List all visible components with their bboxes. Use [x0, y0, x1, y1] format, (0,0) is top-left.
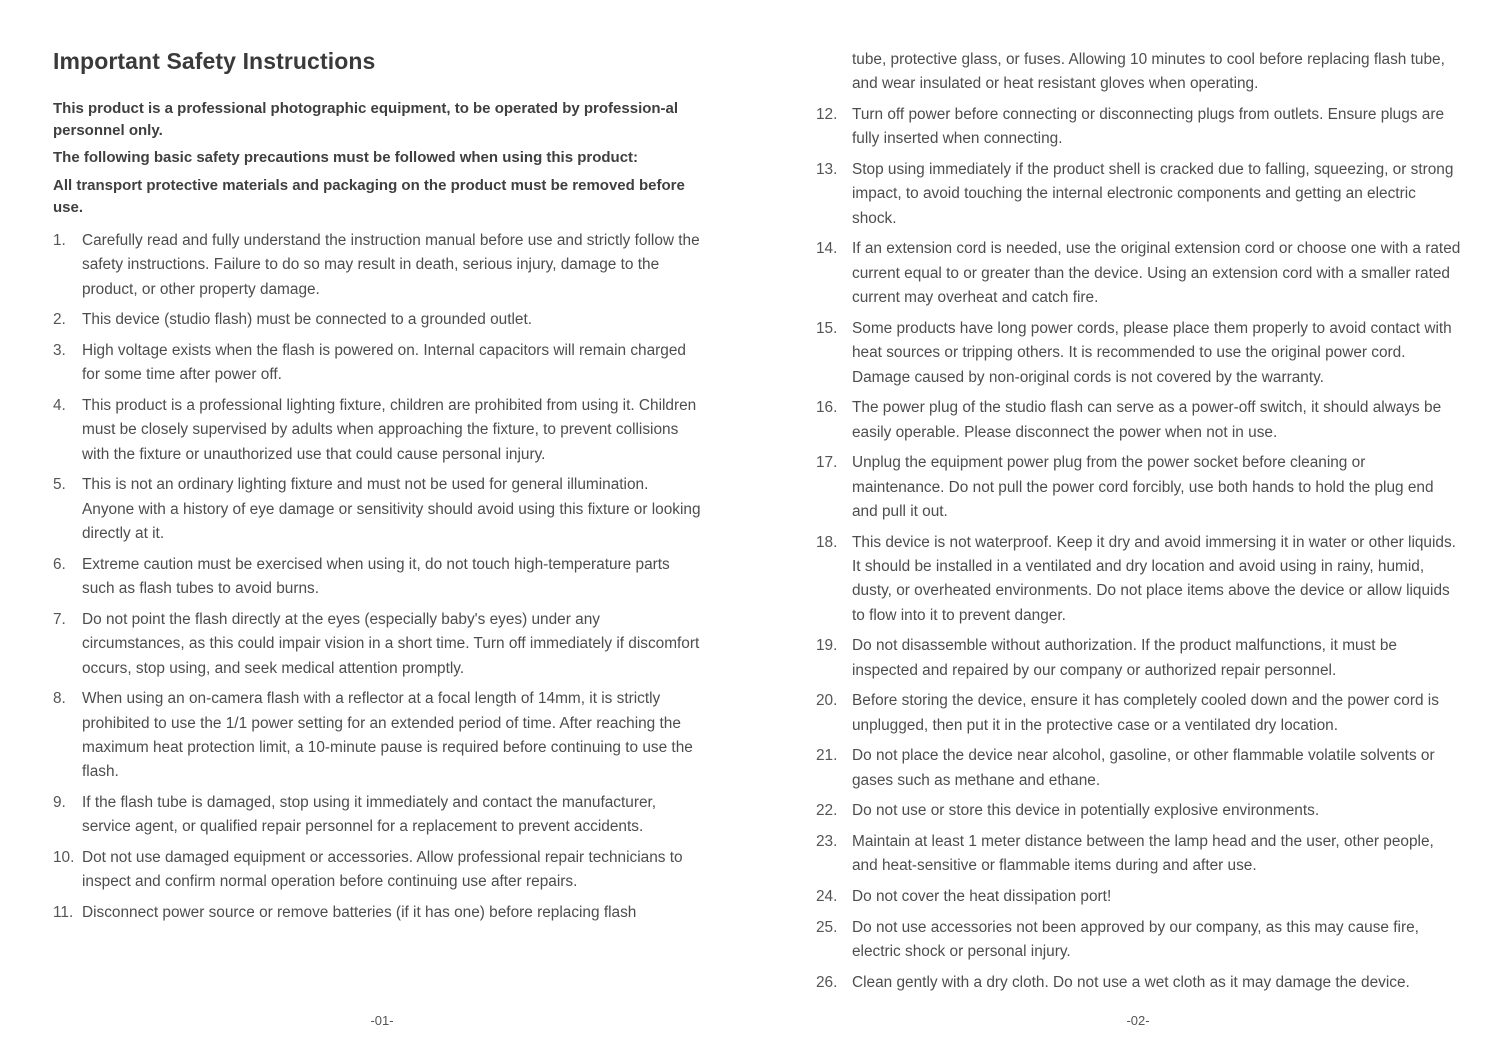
item-text: Turn off power before connecting or disconnecting plugs from outlets. Ensure plugs are fully inserted when connecting.	[852, 106, 1445, 148]
item-text: High voltage exists when the flash is powered on. Internal capacitors will remain charged for some time after power off.	[82, 342, 686, 384]
list-item	[816, 744, 1461, 793]
list-item	[53, 229, 703, 302]
item-text: Unplug the equipment power plug from the power socket before cleaning or maintenance. Do not pull the power cord forcibly, use both hands to hold the plug end and pull it out.	[852, 454, 1434, 521]
item-text: Some products have long power cords, please place them properly to avoid contact with heat sources or tripping others. It is recommended to use the original power cord. Damage caused by non-original cords is not covered by the warranty.	[852, 319, 1452, 386]
list-item	[53, 308, 703, 332]
list-item	[53, 473, 703, 546]
list-item	[816, 451, 1461, 524]
item-number: 13.	[816, 161, 838, 178]
page-number: -01-	[370, 1013, 394, 1028]
list-item	[53, 791, 703, 840]
item-number: 6.	[53, 555, 66, 573]
item-number: 20.	[816, 692, 838, 710]
item-text: This device (studio flash) must be connected to a grounded outlet.	[82, 311, 533, 329]
item-number: 25.	[816, 918, 838, 936]
item-text: If the flash tube is damaged, stop using it immediately and contact the manufacturer, service agent, or qualified repair personnel for a replacement to prevent accidents.	[82, 794, 657, 836]
list-item	[816, 830, 1461, 879]
item-number: 24.	[816, 888, 838, 906]
item-text: When using an on-camera flash with a reflector at a focal length of 14mm, it is strictly prohibited to use the 1/1 power setting for an extended period of time. After reaching the maximum heat protection limit, a 10-minute pause is required before continuing to use the flash.	[82, 690, 693, 781]
item-number: 9.	[53, 794, 66, 812]
item-text: If an extension cord is needed, use the original extension cord or choose one with a rated current equal to or greater than the device. Using an extension cord with a smaller rated current may overheat and catch fire.	[852, 240, 1461, 307]
list-item	[53, 901, 703, 925]
right-page	[756, 0, 1512, 1058]
item-text: Do not point the flash directly at the eyes (especially baby's eyes) under any circumstances, as this could impair vision in a short time. Turn off immediately if discomfort occurs, stop using, and seek medical attention promptly.	[82, 610, 700, 677]
item-text: Do not disassemble without authorization. If the product malfunctions, it must be inspected and repaired by our company or authorized repair personnel.	[852, 637, 1397, 679]
list-item	[53, 846, 703, 895]
list-item	[816, 158, 1461, 231]
item-text: Clean gently with a dry cloth. Do not use a wet cloth as it may damage the device.	[852, 973, 1410, 991]
list-item	[53, 608, 703, 681]
list-item	[816, 916, 1461, 965]
item-number: 2.	[53, 311, 66, 329]
item-text: Stop using immediately if the product shell is cracked due to falling, squeezing, or strong impact, to avoid touching the internal electronic components and getting an electric shock.	[852, 161, 1454, 227]
item-number: 15.	[816, 319, 838, 337]
page-title: Important Safety Instructions	[53, 48, 376, 74]
item-text: Dot not use damaged equipment or accessories. Allow professional repair technicians to inspect and confirm normal operation before continuing use after repairs.	[82, 849, 683, 891]
item-text: Extreme caution must be exercised when using it, do not touch high-temperature parts such as flash tubes to avoid burns.	[82, 555, 670, 598]
item-text: The power plug of the studio flash can serve as a power-off switch, it should always be easily operable. Please disconnect the power when not in use.	[852, 399, 1442, 441]
list-item	[816, 531, 1461, 629]
item-number: 19.	[816, 637, 838, 655]
list-item	[53, 339, 703, 388]
item-text: Carefully read and fully understand the instruction manual before use and strictly follow the safety instructions. Failure to do so may result in death, serious injury, damage to the product, or other property damage.	[82, 232, 700, 298]
item-text: Before storing the device, ensure it has completely cooled down and the power cord is unplugged, then put it in the protective case or a ventilated dry location.	[852, 692, 1439, 734]
item-number: 23.	[816, 833, 838, 851]
packaging-note: All transport protective materials and packaging on the product must be removed before use.	[53, 177, 685, 216]
list-item	[53, 687, 703, 785]
precautions-heading: The following basic safety precautions must be followed when using this product:	[53, 149, 639, 166]
item-text: Do not place the device near alcohol, gasoline, or other flammable volatile solvents or gases such as methane and ethane.	[852, 747, 1435, 789]
item-number: 1.	[53, 232, 66, 249]
item-text: Maintain at least 1 meter distance between the lamp head and the user, other people, and heat-sensitive or flammable items during and after use.	[852, 833, 1434, 875]
item-number: 10.	[53, 849, 75, 867]
item-number: 26.	[816, 973, 838, 991]
list-item	[816, 634, 1461, 683]
item-11-continuation: tube, protective glass, or fuses. Allowing 10 minutes to cool before replacing flash tube, and wear insulated or heat resistant gloves when operating.	[852, 51, 1445, 93]
list-item	[816, 396, 1461, 445]
list-item	[816, 317, 1461, 390]
intro-text: This product is a professional photographic equipment, to be operated by profession-al personnel only.	[53, 100, 679, 139]
item-number: 21.	[816, 747, 838, 765]
list-item	[816, 971, 1461, 995]
item-number: 4.	[53, 397, 66, 414]
item-text: This product is a professional lighting fixture, children are prohibited from using it. Children must be closely supervised by adults when approaching the fixture, to prevent collisions with the fixture or unauthorized use that could cause personal injury.	[82, 397, 697, 463]
safety-list-left	[53, 229, 703, 932]
page-number: -02-	[1126, 1013, 1150, 1028]
list-item	[816, 689, 1461, 738]
list-item	[816, 237, 1461, 310]
item-number: 5.	[53, 476, 66, 494]
list-item	[816, 799, 1461, 823]
list-item	[816, 885, 1461, 909]
item-number: 12.	[816, 106, 838, 123]
safety-list-right	[816, 103, 1461, 1001]
item-number: 18.	[816, 533, 838, 551]
item-number: 8.	[53, 690, 66, 708]
item-number: 17.	[816, 454, 838, 472]
list-item	[816, 103, 1461, 152]
item-text: Do not use accessories not been approved by our company, as this may cause fire, electric shock or personal injury.	[852, 918, 1419, 961]
item-number: 22.	[816, 802, 838, 820]
item-text: Disconnect power source or remove batteries (if it has one) before replacing flash	[82, 904, 637, 922]
item-number: 3.	[53, 342, 66, 359]
item-text: This device is not waterproof. Keep it dry and avoid immersing it in water or other liquids. It should be installed in a ventilated and dry location and avoid using in rainy, humid, dusty, or overheated environments. Do not place items above the device or allow liquids to flow into it to prevent danger.	[852, 533, 1456, 624]
item-text: This is not an ordinary lighting fixture and must not be used for general illumination. Anyone with a history of eye damage or sensitivity should avoid using this fixture or looking directly at it.	[82, 476, 701, 543]
item-number: 16.	[816, 399, 838, 417]
item-number: 7.	[53, 610, 66, 628]
list-item	[53, 394, 703, 467]
item-number: 14.	[816, 240, 838, 258]
list-item	[53, 553, 703, 602]
item-text: Do not use or store this device in potentially explosive environments.	[852, 802, 1320, 820]
item-number: 11.	[53, 904, 74, 922]
item-text: Do not cover the heat dissipation port!	[852, 888, 1112, 906]
